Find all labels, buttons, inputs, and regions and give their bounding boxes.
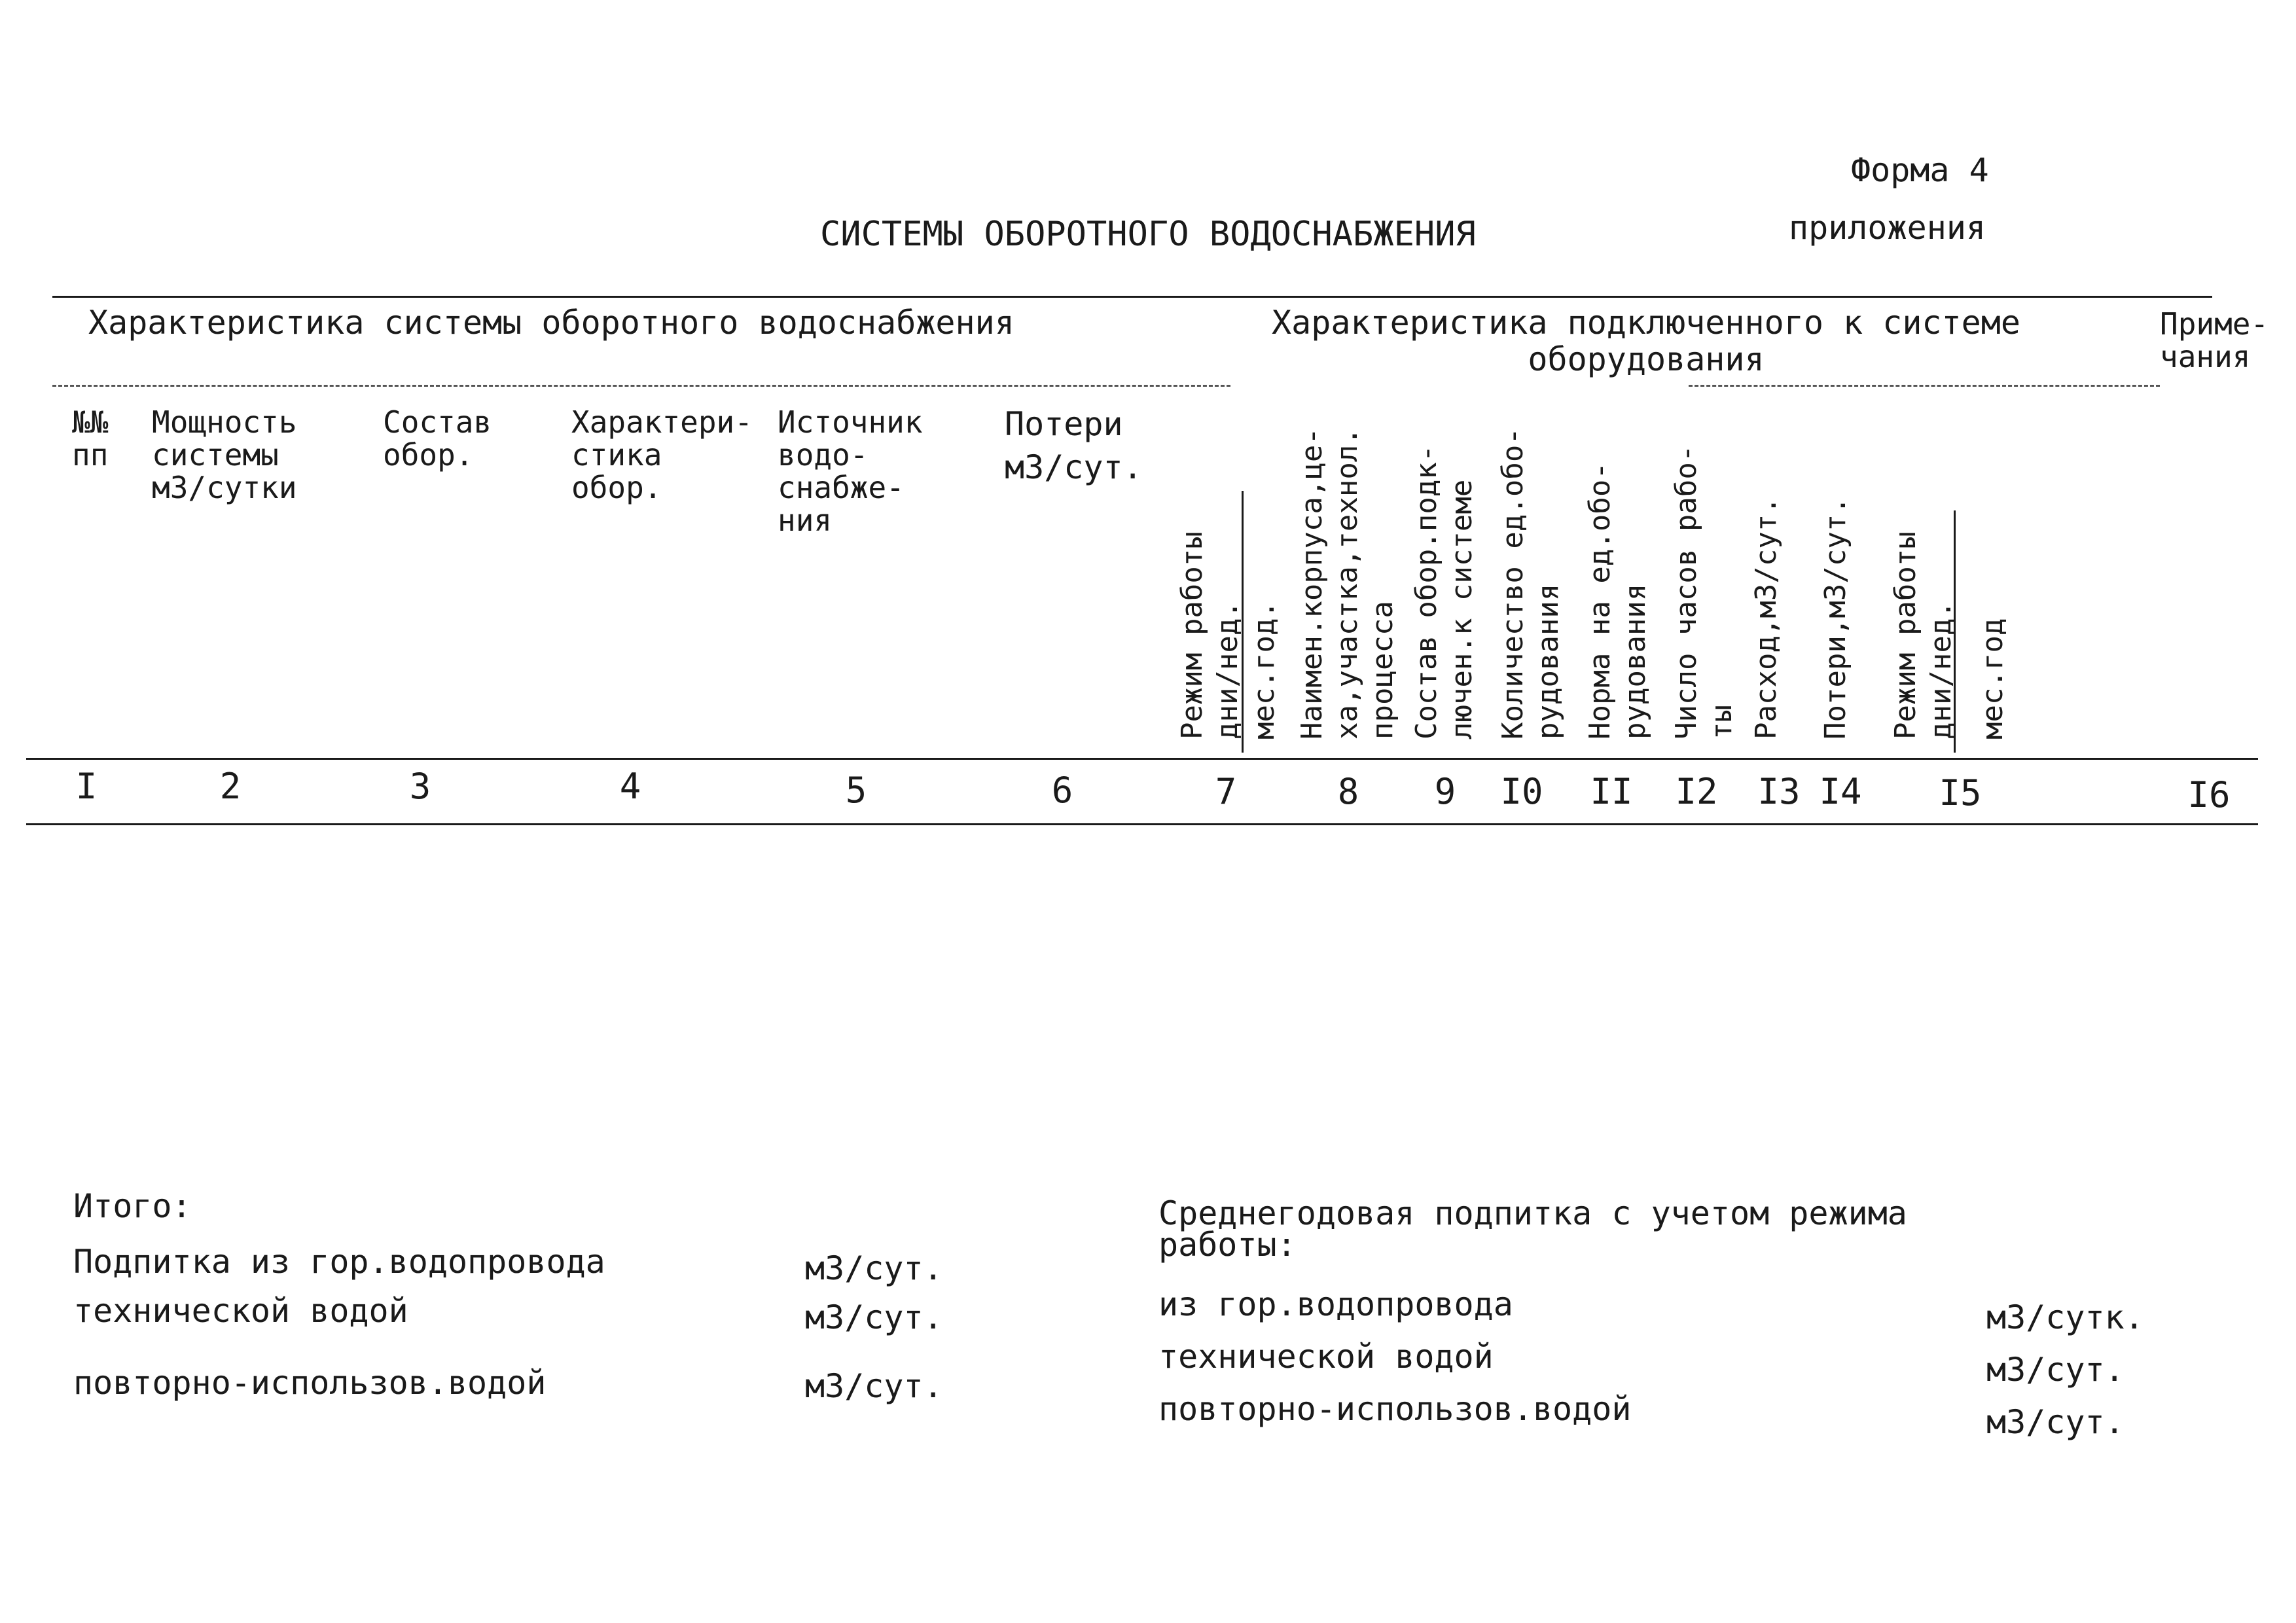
totals-left-unit-3: м3/сут. [805,1367,943,1405]
col-header-11: Норма на ед.обо- рудования [1583,462,1652,740]
group-header-left: Характеристика системы оборотного водоснабжения [88,304,1014,342]
group-left-underline [52,385,1230,387]
col-number-5: 5 [845,770,867,811]
group-header-notes: Приме- чания [2160,306,2269,374]
totals-right-unit-1: м3/сутк. [1986,1298,2144,1336]
col-header-5: Источник водо- снабже- ния [778,404,923,538]
col-header-9: Состав обор.подк- лючен.к системе [1410,444,1479,740]
col-number-14: I4 [1819,771,1862,812]
totals-left-unit-1: м3/сут. [805,1249,943,1287]
totals-left-label-3: повторно-использов.водой [73,1364,547,1402]
appendix-label: приложения [1789,209,1986,247]
col-header-3: Состав обор. [383,404,492,473]
form-label: Форма 4 [1851,151,1989,189]
col-number-9: 9 [1434,771,1456,812]
col-number-2: 2 [219,766,242,807]
col-header-15: Режим работы дни/нед. [1889,531,1958,740]
col-number-16: I6 [2187,774,2231,815]
totals-left-unit-2: м3/сут. [805,1298,943,1336]
col-header-6: Потери м3/сут. [1005,405,1143,486]
col-header-4: Характери- стика обор. [571,404,753,505]
col-header-8: Наимен.корпуса,це- ха,участка,технол. процесса [1295,427,1399,740]
totals-left-label-1: Подпитка из гор.водопровода [73,1243,605,1281]
col-number-1: I [75,766,98,807]
table-top-border [52,296,2212,298]
col-number-15: I5 [1939,772,1982,813]
col-header-10: Количество ед.обо- рудования [1496,427,1565,740]
col-number-8: 8 [1337,771,1359,812]
col-number-11: II [1590,771,1633,812]
group-right-underline [1689,385,2160,387]
totals-right-heading: Среднегодовая подпитка с учетом режима работы: [1158,1194,1907,1264]
col-number-12: I2 [1675,771,1718,812]
col-number-3: 3 [409,766,431,807]
col-header-14: Потери,м3/сут. [1819,497,1852,740]
col-header-12: Число часов рабо- ты [1670,444,1738,740]
totals-right-label-3: повторно-использов.водой [1158,1390,1632,1428]
totals-right-unit-2: м3/сут. [1986,1351,2125,1389]
col-header-13: Расход,м3/сут. [1749,497,1783,740]
page-title: СИСТЕМЫ ОБОРОТНОГО ВОДОСНАБЖЕНИЯ [820,215,1476,254]
col-header-7-year: мес.год. [1247,601,1281,740]
totals-right-label-1: из гор.водопровода [1158,1285,1513,1323]
header-bottom-border [26,758,2258,760]
col-number-6: 6 [1051,770,1073,811]
totals-left-label-2: технической водой [73,1292,408,1330]
totals-heading: Итого: [73,1187,192,1225]
totals-right-label-2: технической водой [1158,1338,1494,1376]
col-header-7: Режим работы дни/нед. [1175,531,1244,740]
col-header-1: №№ пп [72,404,109,473]
col-number-4: 4 [619,766,641,807]
col-number-10: I0 [1500,771,1543,812]
col-header-2: Мощность системы м3/сутки [152,404,297,505]
group-header-right: Характеристика подключенного к системе оборудования [1272,304,2020,378]
col-header-15-year: мес.год [1976,618,2009,740]
col-number-13: I3 [1757,771,1801,812]
col-number-7: 7 [1215,771,1237,812]
numbers-bottom-border [26,823,2258,825]
totals-right-unit-3: м3/сут. [1986,1403,2125,1441]
